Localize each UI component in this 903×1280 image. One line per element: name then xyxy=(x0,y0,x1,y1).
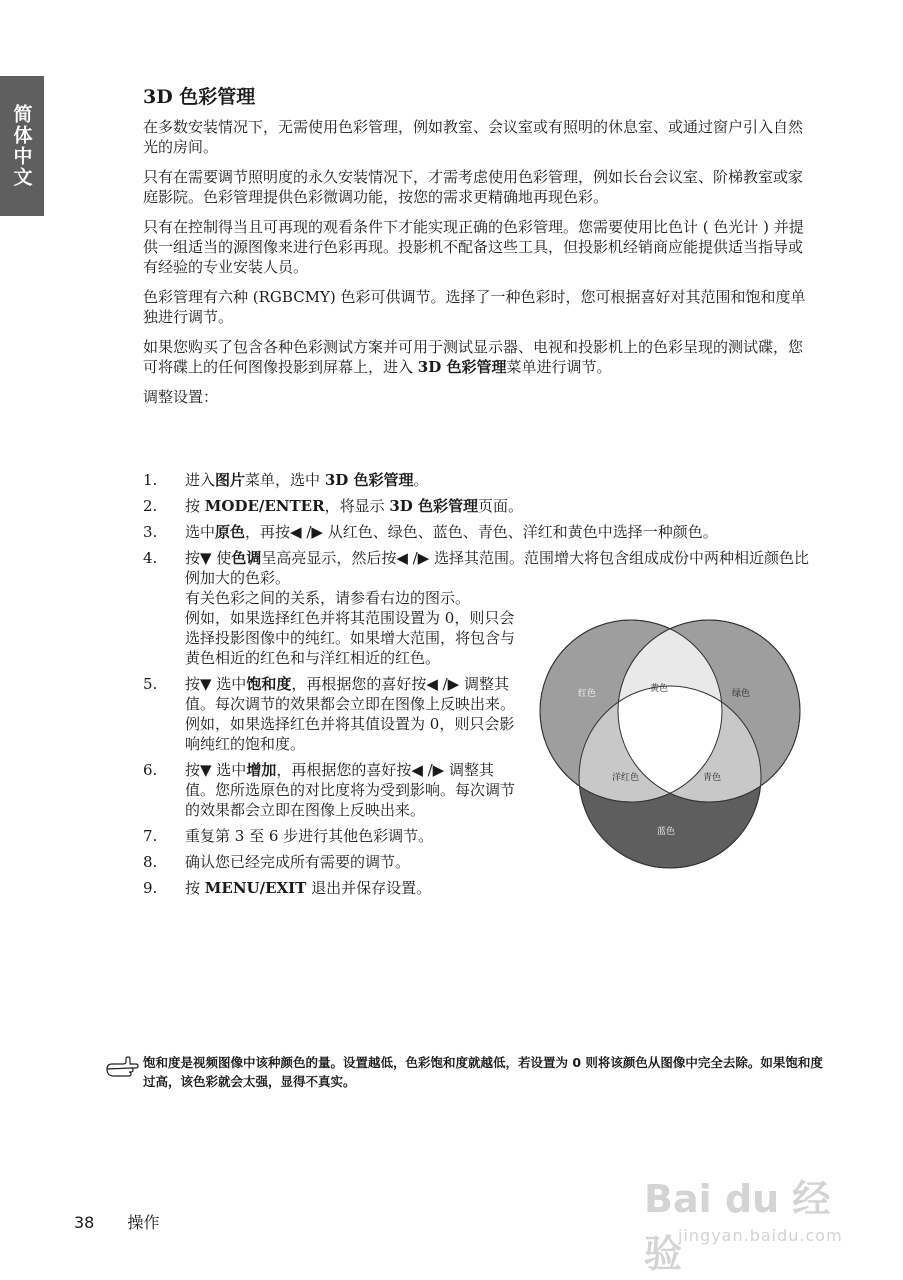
page-number: 38 xyxy=(74,1213,95,1232)
step-5: 5. 按▼ 选中饱和度，再根据您的喜好按◀ /▶ 调整其值。每次调节的效果都会立即在图像上反映出来。 例如，如果选择红色并将其值设置为 0，则只会影响纯红的饱和度。 xyxy=(143,675,516,753)
venn-label-yellow: 黄色 xyxy=(650,684,669,694)
step-4: 4. 按▼ 使色调呈高亮显示，然后按◀ /▶ 选择其范围。范围增大将包含组成成份中两种相近颜色比例加大的色彩。 有关色彩之间的关系，请参看右边的图示。 例如，如果选择红色并将其范围设置为 0，则只会选择投影图像中的纯红。如果增大范围，将包含与黄色相近的红色和与洋红相近的红色。 xyxy=(143,549,809,667)
note-box xyxy=(105,1053,825,1091)
step-1: 1. 进入图片菜单，选中 3D 色彩管理。 xyxy=(143,471,429,489)
venn-label-magenta: 洋红色 xyxy=(612,773,640,783)
color-venn-diagram xyxy=(536,616,806,872)
paragraph-4: 色彩管理有六种 (RGBCMY) 色彩可供调节。选择了一种色彩时，您可根据喜好对其范围和饱和度单独进行调节。 xyxy=(143,288,806,326)
venn-label-green: 绿色 xyxy=(732,689,751,699)
pointing-hand-icon xyxy=(105,1055,139,1077)
step-4-note-diagram: 有关色彩之间的关系，请参看右边的图示。 xyxy=(185,589,471,607)
step-5-example: 例如，如果选择红色并将其值设置为 0，则只会影响纯红的饱和度。 xyxy=(185,715,515,753)
step-2: 2. 按 MODE/ENTER，将显示 3D 色彩管理页面。 xyxy=(143,497,524,515)
venn-label-red: 红色 xyxy=(578,689,597,699)
page-footer xyxy=(74,1210,187,1233)
note-text: 饱和度是视频图像中该种颜色的量。设置越低，色彩饱和度就越低，若设置为 0 则将该颜色从图像中完全去除。如果饱和度过高，该色彩就会太强，显得不真实。 xyxy=(143,1055,823,1089)
step-7: 7. 重复第 3 至 6 步进行其他色彩调节。 xyxy=(143,827,434,845)
paragraph-3: 只有在控制得当且可再现的观看条件下才能实现正确的色彩管理。您需要使用比色计 ( 色光计 ) 并提供一组适当的源图像来进行色彩再现。投影机不配备这些工具，但投影机经销商应能提供适当指导或有经验的专业安装人员。 xyxy=(143,218,804,276)
footer-section: 操作 xyxy=(127,1213,160,1232)
paragraph-2: 只有在需要调节照明度的永久安装情况下，才需考虑使用色彩管理，例如长台会议室、阶梯教室或家庭影院。色彩管理提供色彩微调功能，按您的需求更精确地再现色彩。 xyxy=(143,168,804,206)
watermark-url: jingyan.baidu.com xyxy=(678,1226,843,1245)
section-title: 3D 色彩管理 xyxy=(143,86,256,108)
adjust-label: 调整设置： xyxy=(143,388,219,406)
step-4-example: 例如，如果选择红色并将其范围设置为 0，则只会选择投影图像中的纯红。如果增大范围，将包含与黄色相近的红色和与洋红相近的红色。 xyxy=(185,609,516,667)
language-tab: 简体中文 xyxy=(0,76,44,216)
venn-label-blue: 蓝色 xyxy=(657,827,676,837)
watermark-logo: Bai du 经验 xyxy=(644,1177,831,1276)
paragraph-5: 如果您购买了包含各种色彩测试方案并可用于测试显示器、电视和投影机上的色彩呈现的测试碟，您可将碟上的任何图像投影到屏幕上，进入 3D 色彩管理菜单进行调节。 xyxy=(143,338,804,376)
baidu-watermark xyxy=(636,1142,851,1276)
paragraph-1: 在多数安装情况下，无需使用色彩管理，例如教室、会议室或有照明的休息室、或通过窗户引入自然光的房间。 xyxy=(143,118,804,156)
step-9: 9. 按 MENU/EXIT 退出并保存设置。 xyxy=(143,879,432,897)
section-content xyxy=(143,82,811,417)
venn-label-cyan: 青色 xyxy=(703,773,722,783)
step-8: 8. 确认您已经完成所有需要的调节。 xyxy=(143,853,411,871)
step-3: 3. 选中原色，再按◀ /▶ 从红色、绿色、蓝色、青色、洋红和黄色中选择一种颜色。 xyxy=(143,523,718,541)
step-6: 6. 按▼ 选中增加，再根据您的喜好按◀ /▶ 调整其值。您所选原色的对比度将为受到影响。每次调节的效果都会立即在图像上反映出来。 xyxy=(143,761,516,819)
